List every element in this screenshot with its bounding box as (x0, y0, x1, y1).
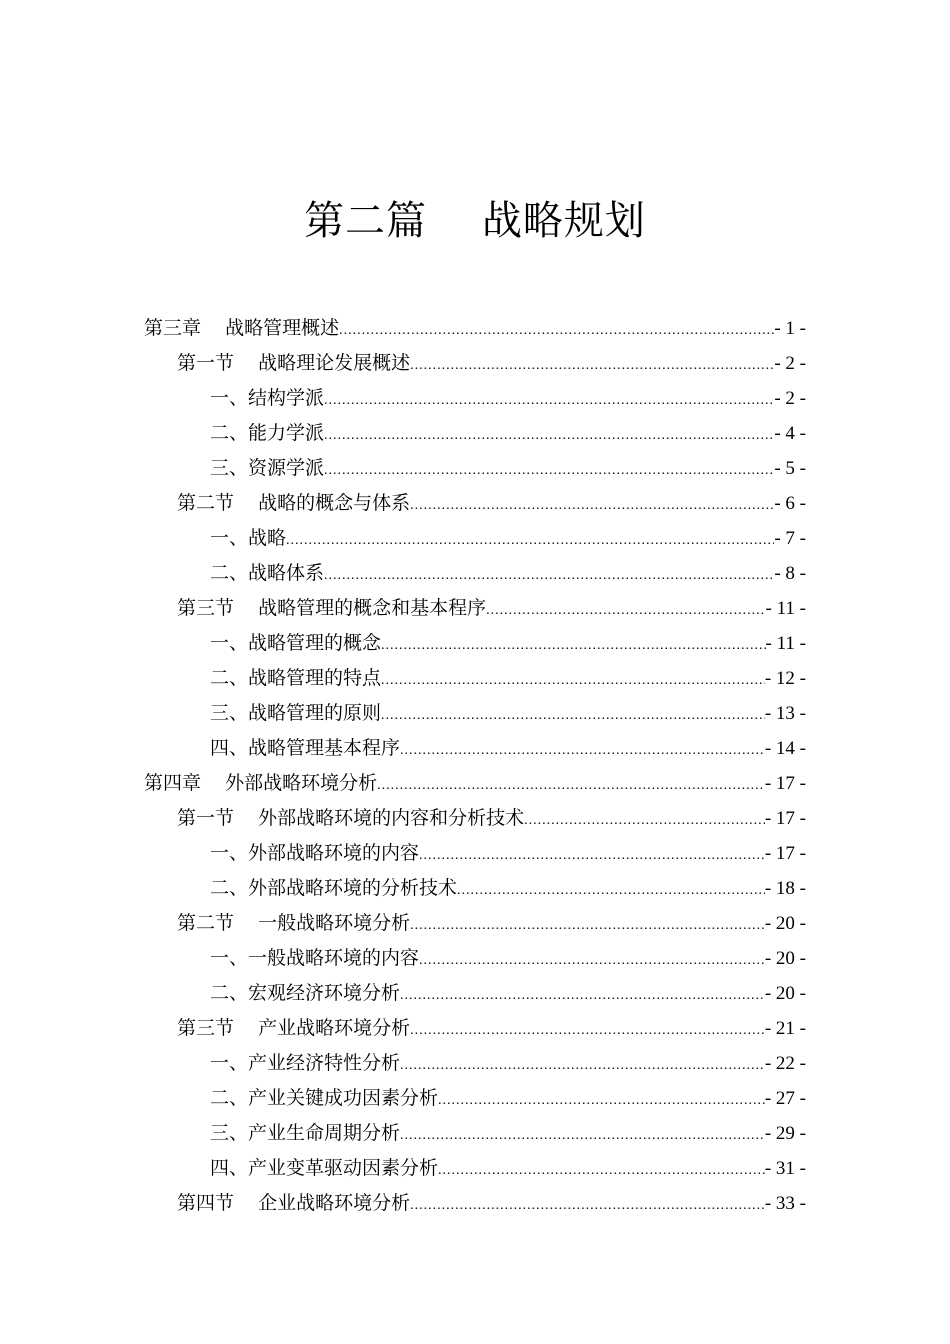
toc-page-number: - 11 - (765, 633, 806, 654)
toc-chapter-entry[interactable] (144, 766, 806, 801)
toc-dot-leader (419, 838, 765, 873)
toc-section-entry[interactable] (144, 346, 806, 381)
toc-entry-label: 第三节 产业战略环境分析 (177, 1017, 411, 1039)
toc-page-number: - 20 - (764, 913, 806, 934)
toc-entry-label: 四、战略管理基本程序 (210, 737, 401, 759)
toc-subsection-entry[interactable] (144, 871, 806, 906)
toc-entry-label: 第一节 战略理论发展概述 (177, 352, 411, 374)
toc-dot-leader (486, 593, 765, 628)
toc-dot-leader (324, 383, 774, 418)
toc-dot-leader (286, 523, 774, 558)
toc-subsection-entry[interactable] (144, 836, 806, 871)
toc-page-number: - 22 - (764, 1053, 806, 1074)
toc-dot-leader (400, 1118, 765, 1153)
toc-dot-leader (381, 628, 766, 663)
toc-entry-label: 四、产业变革驱动因素分析 (210, 1157, 439, 1179)
toc-entry-label: 二、能力学派 (210, 422, 325, 444)
toc-dot-leader (400, 978, 765, 1013)
toc-dot-leader (438, 1153, 765, 1188)
toc-dot-leader (438, 1083, 765, 1118)
toc-subsection-entry[interactable] (144, 1116, 806, 1151)
toc-entry-label: 一、一般战略环境的内容 (210, 947, 420, 969)
toc-section-entry[interactable] (144, 906, 806, 941)
toc-dot-leader (339, 313, 774, 348)
toc-page-number: - 33 - (764, 1193, 806, 1214)
toc-dot-leader (419, 943, 765, 978)
toc-entry-label: 三、资源学派 (210, 457, 325, 479)
toc-dot-leader (324, 558, 774, 593)
toc-page-number: - 21 - (764, 1018, 806, 1039)
toc-page-number: - 13 - (764, 703, 806, 724)
toc-entry-label: 一、外部战略环境的内容 (210, 842, 420, 864)
toc-entry-label: 第一节 外部战略环境的内容和分析技术 (177, 807, 525, 829)
toc-entry-label: 三、战略管理的原则 (210, 702, 382, 724)
toc-dot-leader (410, 488, 774, 523)
toc-section-entry[interactable] (144, 486, 806, 521)
toc-section-entry[interactable] (144, 801, 806, 836)
toc-page-number: - 17 - (764, 808, 806, 829)
toc-page-number: - 1 - (774, 318, 806, 339)
toc-subsection-entry[interactable] (144, 661, 806, 696)
toc-page-number: - 14 - (764, 738, 806, 759)
toc-page-number: - 8 - (774, 563, 806, 584)
toc-page-number: - 29 - (764, 1123, 806, 1144)
toc-page-number: - 12 - (764, 668, 806, 689)
toc-subsection-entry[interactable] (144, 1151, 806, 1186)
toc-subsection-entry[interactable] (144, 416, 806, 451)
toc-page-number: - 11 - (765, 598, 806, 619)
toc-entry-label: 一、结构学派 (210, 387, 325, 409)
toc-subsection-entry[interactable] (144, 696, 806, 731)
toc-dot-leader (324, 453, 774, 488)
toc-entry-label: 第三章 战略管理概述 (144, 317, 340, 339)
toc-subsection-entry[interactable] (144, 381, 806, 416)
toc-dot-leader (377, 768, 765, 803)
toc-entry-label: 第二节 一般战略环境分析 (177, 912, 411, 934)
toc-subsection-entry[interactable] (144, 1081, 806, 1116)
toc-dot-leader (457, 873, 765, 908)
toc-page-number: - 4 - (774, 423, 806, 444)
toc-page-number: - 20 - (764, 983, 806, 1004)
toc-entry-label: 第三节 战略管理的概念和基本程序 (177, 597, 487, 619)
toc-entry-label: 二、外部战略环境的分析技术 (210, 877, 458, 899)
toc-entry-label: 二、产业关键成功因素分析 (210, 1087, 439, 1109)
toc-subsection-entry[interactable] (144, 731, 806, 766)
toc-page-number: - 2 - (774, 388, 806, 409)
toc-subsection-entry[interactable] (144, 556, 806, 591)
toc-dot-leader (410, 908, 765, 943)
toc-entry-label: 二、战略体系 (210, 562, 325, 584)
toc-dot-leader (410, 1188, 765, 1223)
toc-entry-label: 三、产业生命周期分析 (210, 1122, 401, 1144)
toc-entry-label: 一、战略 (210, 527, 287, 549)
toc-dot-leader (400, 1048, 765, 1083)
toc-section-entry[interactable] (144, 591, 806, 626)
toc-subsection-entry[interactable] (144, 976, 806, 1011)
toc-entry-label: 二、宏观经济环境分析 (210, 982, 401, 1004)
toc-section-entry[interactable] (144, 1011, 806, 1046)
toc-page-number: - 2 - (774, 353, 806, 374)
toc-subsection-entry[interactable] (144, 941, 806, 976)
toc-entry-label: 第二节 战略的概念与体系 (177, 492, 411, 514)
toc-page-number: - 17 - (764, 773, 806, 794)
toc-page-number: - 18 - (764, 878, 806, 899)
toc-subsection-entry[interactable] (144, 1046, 806, 1081)
toc-entry-label: 第四章 外部战略环境分析 (144, 772, 378, 794)
toc-page-number: - 17 - (764, 843, 806, 864)
toc-entry-label: 一、战略管理的概念 (210, 632, 382, 654)
toc-chapter-entry[interactable] (144, 311, 806, 346)
page-title: 第二篇 战略规划 (304, 198, 646, 244)
toc-dot-leader (524, 803, 765, 838)
toc-dot-leader (400, 733, 765, 768)
toc-dot-leader (381, 698, 765, 733)
toc-subsection-entry[interactable] (144, 626, 806, 661)
toc-page-number: - 5 - (774, 458, 806, 479)
toc-entry-label: 一、产业经济特性分析 (210, 1052, 401, 1074)
toc-entry-label: 第四节 企业战略环境分析 (177, 1192, 411, 1214)
toc-page-number: - 7 - (774, 528, 806, 549)
table-of-contents (144, 311, 806, 1221)
toc-subsection-entry[interactable] (144, 521, 806, 556)
toc-dot-leader (410, 1013, 765, 1048)
toc-page-number: - 27 - (764, 1088, 806, 1109)
toc-dot-leader (381, 663, 765, 698)
toc-page-number: - 6 - (774, 493, 806, 514)
toc-dot-leader (410, 348, 774, 383)
toc-section-entry[interactable] (144, 1186, 806, 1221)
toc-dot-leader (324, 418, 774, 453)
toc-page-number: - 31 - (764, 1158, 806, 1179)
toc-entry-label: 二、战略管理的特点 (210, 667, 382, 689)
toc-page-number: - 20 - (764, 948, 806, 969)
toc-subsection-entry[interactable] (144, 451, 806, 486)
